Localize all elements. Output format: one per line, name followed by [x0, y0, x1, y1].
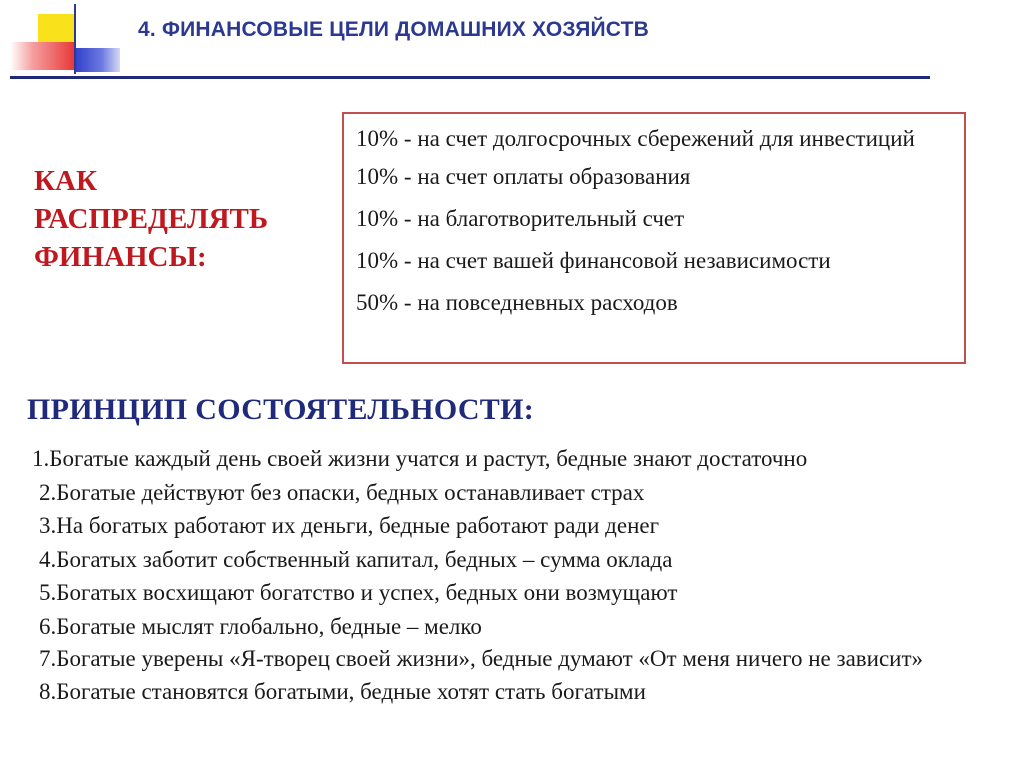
principle-item: 5.Богатых восхищают богатство и успех, бедных они возмущают: [39, 580, 678, 605]
distribution-heading: [34, 162, 334, 276]
distribution-heading-line: РАСПРЕДЕЛЯТЬ: [34, 203, 269, 235]
principle-item: 3.На богатых работают их деньги, бедные работают ради денег: [39, 513, 660, 538]
principle-item: 1.Богатые каждый день своей жизни учатся и растут, бедные знают достаточно: [32, 446, 808, 471]
principle-item: 2.Богатые действуют без опаски, бедных останавливает страх: [39, 479, 645, 505]
logo-red-bar: [10, 42, 74, 70]
decorative-logo: [0, 0, 130, 80]
principle-item: 7.Богатые уверены «Я-творец своей жизни», бедные думают «От меня ничего не зависит»: [39, 646, 924, 671]
distribution-box: [342, 112, 966, 364]
slide-title: 4. ФИНАНСОВЫЕ ЦЕЛИ ДОМАШНИХ ХОЗЯЙСТВ: [138, 18, 650, 41]
principle-item: 4.Богатых заботит собственный капитал, бедных – сумма оклада: [39, 546, 673, 572]
principles-heading: ПРИНЦИП СОСТОЯТЕЛЬНОСТИ:: [27, 393, 535, 426]
logo-vertical-line: [74, 4, 76, 74]
logo-blue-bar: [74, 48, 120, 72]
distribution-item: 10% - на благотворительный счет: [356, 206, 685, 231]
distribution-item: 10% - на счет оплаты образования: [356, 164, 691, 189]
distribution-heading-line: КАК: [34, 165, 97, 197]
distribution-item: 10% - на счет долгосрочных сбережений для инвестиций: [356, 126, 915, 151]
principle-item: 6.Богатые мыслят глобально, бедные – мелко: [39, 613, 482, 639]
principles-list: [32, 442, 1012, 709]
principle-item: 8.Богатые становятся богатыми, бедные хотят стать богатыми: [39, 679, 646, 704]
distribution-item: 50% - на повседневных расходов: [356, 290, 678, 315]
distribution-item: 10% - на счет вашей финансовой независимости: [356, 248, 831, 273]
distribution-heading-line: ФИНАНСЫ:: [34, 241, 207, 273]
title-underline: [10, 76, 930, 79]
